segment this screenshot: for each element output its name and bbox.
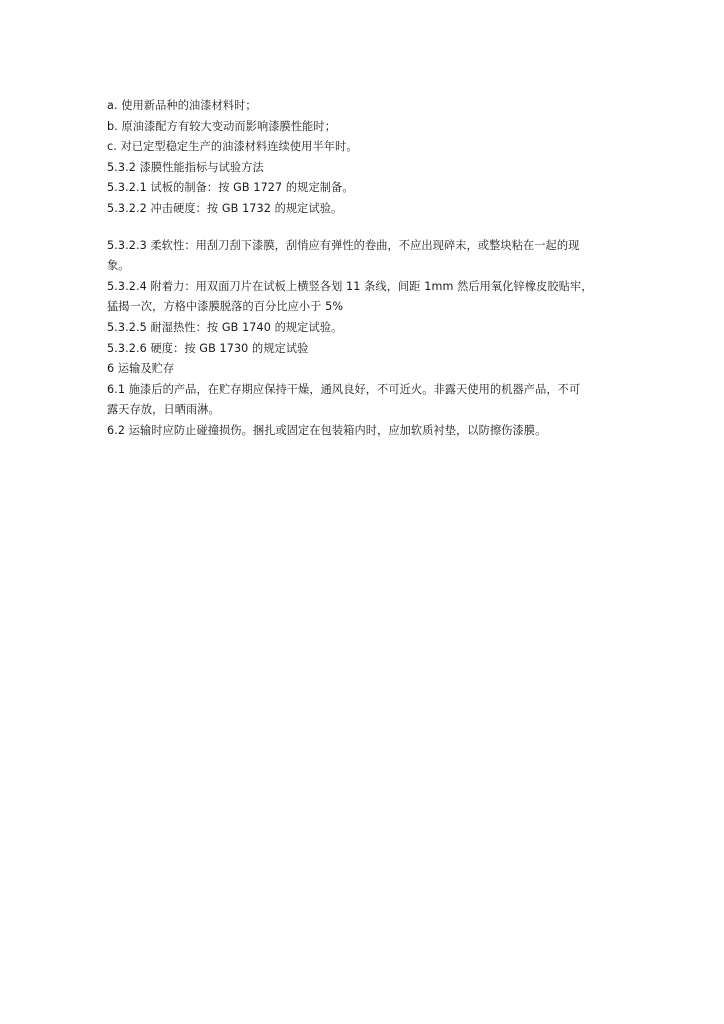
clause-5-3-2-3-line2: 象。 (107, 259, 130, 273)
clause-6-2: 6.2 运输时应防止碰撞损伤。捆扎或固定在包装箱内时，应加软质衬垫，以防擦伤漆膜。 (107, 423, 547, 437)
paragraph-gap (107, 220, 627, 236)
section-heading-6: 6 运输及贮存 (107, 362, 175, 376)
clause-item-b: b. 原油漆配方有较大变动而影响漆膜性能时； (107, 119, 336, 133)
clause-5-3-2-4-line2: 猛揭一次，方格中漆膜脱落的百分比应小于 5% (107, 300, 344, 314)
clause-item-c: c. 对已定型稳定生产的油漆材料连续使用半年时。 (107, 140, 358, 154)
clause-item-a: a. 使用新品种的油漆材料时； (107, 99, 257, 112)
clause-6-1-line2: 露天存放，日晒雨淋。 (107, 403, 220, 417)
clause-5-3-2-4-line1: 5.3.2.4 附着力：用双面刀片在试板上横竖各划 11 条线，间距 1mm 然后用氧化锌橡皮胶贴牢， (107, 279, 593, 293)
clause-5-3-2-2: 5.3.2.2 冲击硬度：按 GB 1732 的规定试验。 (107, 201, 343, 215)
clause-5-3-2-3-line1: 5.3.2.3 柔软性：用刮刀刮下漆膜，刮悄应有弹性的卷曲，不应出现碎末，或整块粘在一起的现 (107, 238, 580, 252)
section-heading-5-3-2: 5.3.2 漆膜性能指标与试验方法 (107, 160, 264, 174)
clause-5-3-2-5: 5.3.2.5 耐湿热性：按 GB 1740 的规定试验。 (107, 320, 343, 334)
clause-5-3-2-1: 5.3.2.1 试板的制备：按 GB 1727 的规定制备。 (107, 181, 354, 195)
clause-6-1-line1: 6.1 施漆后的产品，在贮存期应保持干燥，通风良好，不可近火。非露天使用的机器产品，不可 (107, 382, 581, 396)
document-page (107, 96, 627, 442)
clause-5-3-2-6: 5.3.2.6 硬度：按 GB 1730 的规定试验 (107, 341, 309, 355)
